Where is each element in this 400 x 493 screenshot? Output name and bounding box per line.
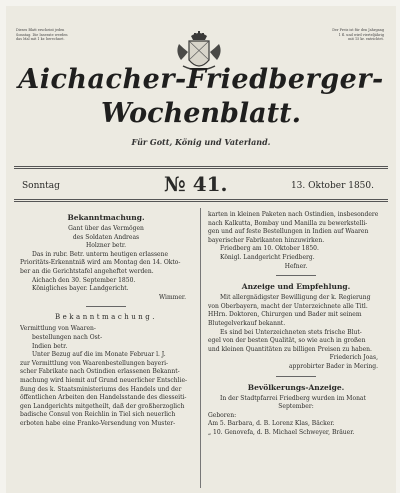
text-line: karten in kleinen Paketen nach Ostindien, insbesondere xyxy=(208,211,379,218)
text-line: Blutegelverkauf bekannt. xyxy=(208,319,286,327)
text-line: erboten habe eine Franko-Versendung von Muster- xyxy=(20,419,176,427)
text-line: Aichach den 30. September 1850. xyxy=(32,276,136,284)
text-line: ber an die Gerichtstafel angeheftet werden. xyxy=(20,267,154,275)
masthead-rule-top xyxy=(14,166,388,167)
text-line: machung wird hiemit auf Grund neuerlicher Entschlie- xyxy=(20,376,188,384)
masthead-rule-top-2 xyxy=(14,168,388,169)
text-line: Unter Bezug auf die im Monate Februar l. J. xyxy=(32,351,166,359)
dateline-rule-bottom xyxy=(14,199,388,200)
text-line: Indien betr. xyxy=(32,342,68,350)
text-line: Wimmer. xyxy=(158,293,186,301)
section-divider xyxy=(86,306,126,307)
text-line: Gant über das Vermögen xyxy=(68,225,144,232)
text-line: Königl. Landgericht Friedberg. xyxy=(220,253,315,261)
text-line: gen und auf feste Bestellungen in Indien auf Waaren xyxy=(208,228,369,236)
newspaper-motto: Für Gott, König und Vaterland. xyxy=(131,137,271,147)
text-line: Das in rubr. Betr. unterm heutigen erlassene xyxy=(32,250,169,258)
text-line: von Oberbayern, macht der Unterzeichnete alle Titl. xyxy=(208,302,368,310)
text-line: Geboren: xyxy=(208,411,237,419)
text-line: bayerischer Fabrikanten hinzuwirken. xyxy=(208,236,325,244)
announcement-heading-gant: Bekanntmachung. xyxy=(67,213,145,222)
issue-number: № 41. xyxy=(164,172,228,196)
text-line: Es sind bei Unterzeichneten stets frische Blut- xyxy=(220,328,362,336)
advertisement-heading: Anzeige und Empfehlung. xyxy=(241,282,351,292)
text-line: HHrn. Doktoren, Chirurgen und Bader mit seinem xyxy=(208,311,362,319)
text-line: egel von der besten Qualität, so wie auch in großen xyxy=(208,337,366,345)
text-line: öffentlichen Arbeiten den Handelsstande des diesseiti- xyxy=(20,394,187,402)
issue-date: 13. Oktober 1850. xyxy=(290,181,374,191)
text-line: Prioritäts-Erkenntniß wird am Montag den 14. Okto- xyxy=(20,259,181,267)
text-line: Friederich Joas, xyxy=(329,354,378,362)
text-line: Hefner. xyxy=(284,262,308,270)
text-line: approbirter Bader in Mering. xyxy=(288,362,378,370)
text-line: des Soldaten Andreas xyxy=(72,233,140,241)
text-line: gen Landgerichts mitgetheilt, daß der großherzoglich xyxy=(20,402,185,410)
issue-weekday: Sonntag xyxy=(22,181,60,191)
subscription-notice-left: Dieses Blatt erscheint jeden Sonntag. Die Inserate werden das Mal mit 1 kr. berechnet. xyxy=(16,28,68,42)
text-line: „ 10. Genovefa, d. B. Michael Schweyer, Bräuer. xyxy=(208,428,355,436)
newspaper-page xyxy=(6,6,396,493)
text-line: Holzner betr. xyxy=(85,242,127,250)
announcement-ostindien-body xyxy=(20,325,192,428)
text-line: Am 5. Barbara, d. B. Lorenz Klas, Bäcker. xyxy=(208,420,335,428)
text-line: Mit allergnädigster Bewilligung der k. Regierung xyxy=(220,294,371,302)
text-line: In der Stadtpfarrei Friedberg wurden im Monat xyxy=(220,394,366,402)
announcement-gant-body xyxy=(20,225,192,302)
text-line: badische Consul von Reichlin in Tiel sich neuerlich xyxy=(20,411,176,419)
right-column xyxy=(208,211,384,437)
advertisement-body xyxy=(208,294,384,371)
left-column xyxy=(20,211,192,428)
announcement-heading-ostindien: Bekanntmachung. xyxy=(55,313,157,322)
section-divider xyxy=(276,275,316,276)
column-divider xyxy=(200,208,201,488)
dateline xyxy=(16,172,386,194)
dateline-rule-bottom-2 xyxy=(14,201,388,202)
text-line: bestellungen nach Ost- xyxy=(32,333,103,341)
text-line: und kleinen Quantitäten zu billigen Preisen zu haben. xyxy=(208,345,372,353)
text-line: zur Vermittlung von Waarenbestellungen bayeri- xyxy=(20,359,169,367)
text-line: ßung des k. Staatsministeriums des Handels und der xyxy=(20,385,182,393)
subscription-notice-right: Der Preis ist für den Jahrgang 1 fl. und wird vierteljährig mit 15 kr. entrichtet. xyxy=(332,28,384,42)
text-line: September: xyxy=(278,403,314,411)
text-line: Friedberg am 10. Oktober 1850. xyxy=(220,245,319,253)
population-heading: Bevölkerungs-Anzeige. xyxy=(247,382,345,392)
text-line: Königliches bayer. Landgericht. xyxy=(32,285,129,293)
text-line: Vermittlung von Waaren- xyxy=(20,325,96,333)
newspaper-title-line-1: Aichacher-Friedberger- xyxy=(18,64,384,95)
newspaper-title-line-2: Wochenblatt. xyxy=(101,98,301,129)
text-line: nach Kalkutta, Bombay und Manilla zu bewerkstelli- xyxy=(208,219,368,227)
text-line: scher Fabrikate nach Ostindien erlassenen Bekannt- xyxy=(20,368,180,376)
population-body xyxy=(208,395,384,438)
section-divider xyxy=(276,376,316,377)
announcement-ostindien-continued xyxy=(208,211,384,271)
